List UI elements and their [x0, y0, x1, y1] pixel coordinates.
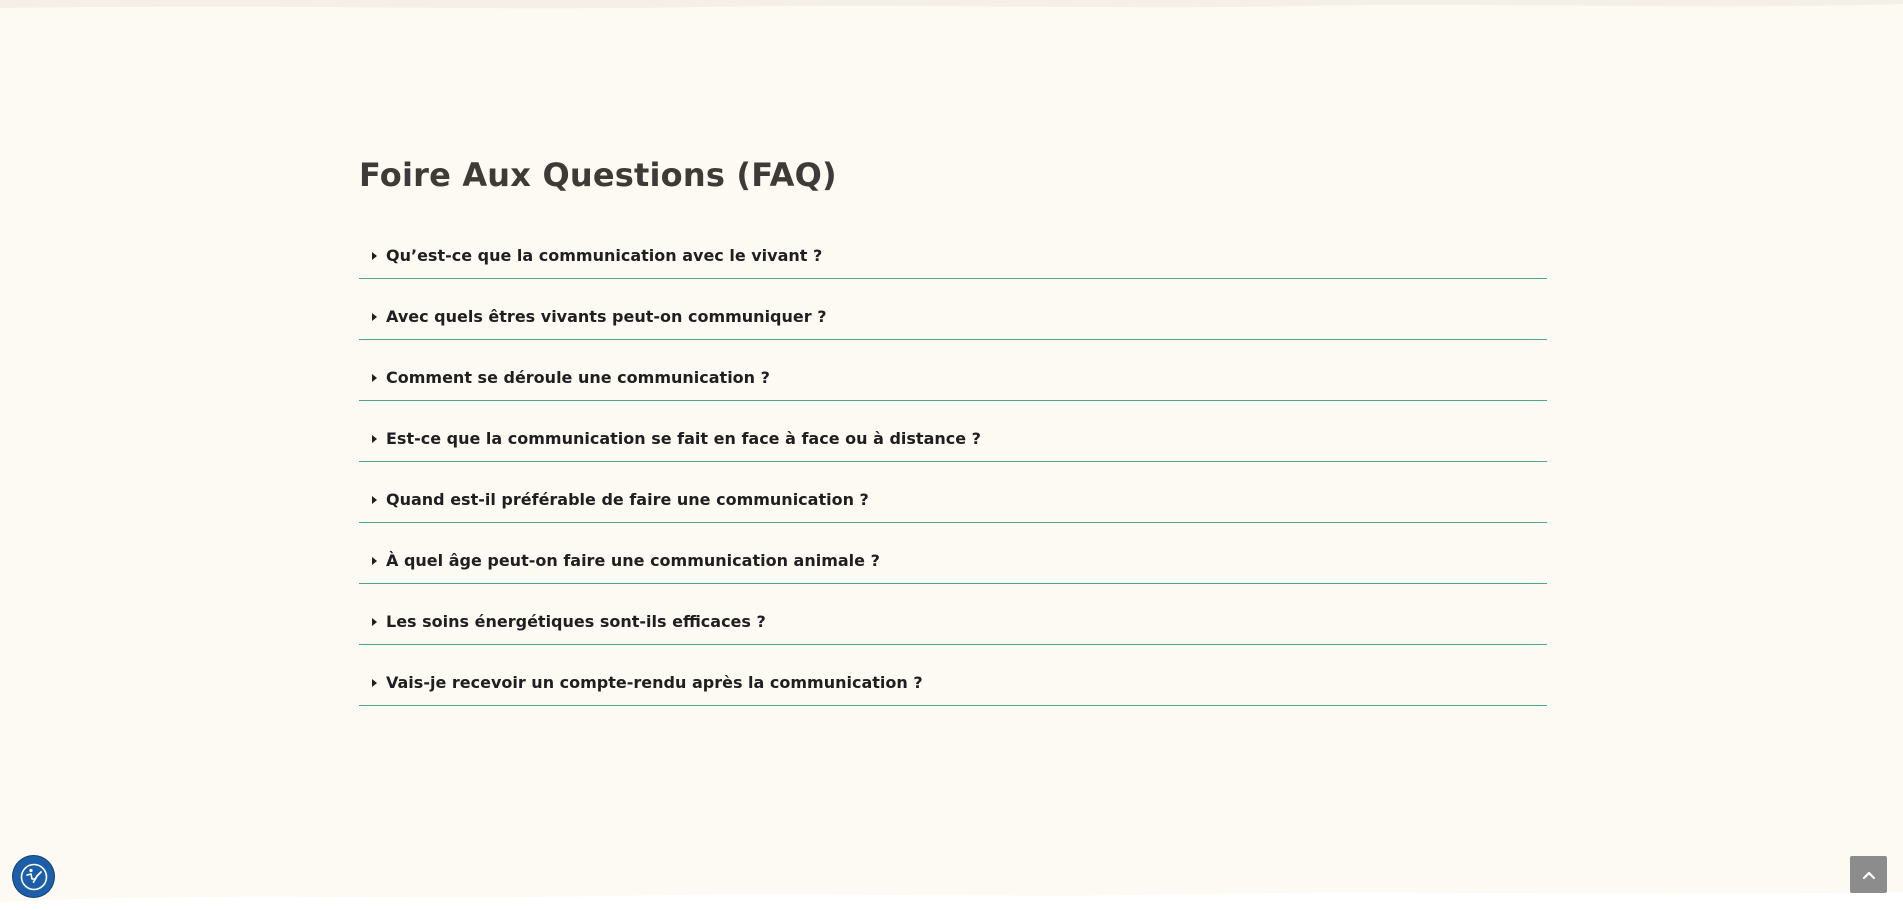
faq-item[interactable]	[359, 462, 1547, 523]
faq-item[interactable]	[359, 645, 1547, 706]
caret-right-icon	[372, 496, 377, 504]
bottom-wave-decoration	[0, 870, 1903, 910]
chevron-up-icon	[1861, 867, 1877, 883]
caret-right-icon	[372, 557, 377, 565]
caret-right-icon	[372, 313, 377, 321]
caret-right-icon	[372, 435, 377, 443]
faq-question: Les soins énergétiques sont-ils efficaces ?	[386, 612, 766, 631]
scroll-to-top-button[interactable]	[1850, 856, 1887, 893]
caret-right-icon	[372, 618, 377, 626]
faq-question: À quel âge peut-on faire une communication animale ?	[386, 551, 880, 570]
faq-item[interactable]	[359, 401, 1547, 462]
faq-question: Vais-je recevoir un compte-rendu après la communication ?	[386, 673, 923, 692]
faq-question: Avec quels êtres vivants peut-on communiquer ?	[386, 307, 827, 326]
faq-question: Qu’est-ce que la communication avec le vivant ?	[386, 246, 823, 265]
faq-title: Foire Aux Questions (FAQ)	[359, 156, 837, 194]
top-wave-decoration	[0, 0, 1903, 14]
caret-right-icon	[372, 374, 377, 382]
faq-list	[359, 236, 1547, 706]
accessibility-icon	[19, 862, 49, 892]
faq-item[interactable]	[359, 523, 1547, 584]
faq-section	[359, 150, 1547, 706]
accessibility-button[interactable]	[13, 856, 54, 897]
faq-item[interactable]	[359, 584, 1547, 645]
faq-item[interactable]	[359, 279, 1547, 340]
faq-item[interactable]	[359, 340, 1547, 401]
caret-right-icon	[372, 252, 377, 260]
faq-question: Comment se déroule une communication ?	[386, 368, 770, 387]
caret-right-icon	[372, 679, 377, 687]
faq-question: Est-ce que la communication se fait en face à face ou à distance ?	[386, 429, 981, 448]
faq-question: Quand est-il préférable de faire une communication ?	[386, 490, 869, 509]
faq-item[interactable]	[359, 236, 1547, 279]
